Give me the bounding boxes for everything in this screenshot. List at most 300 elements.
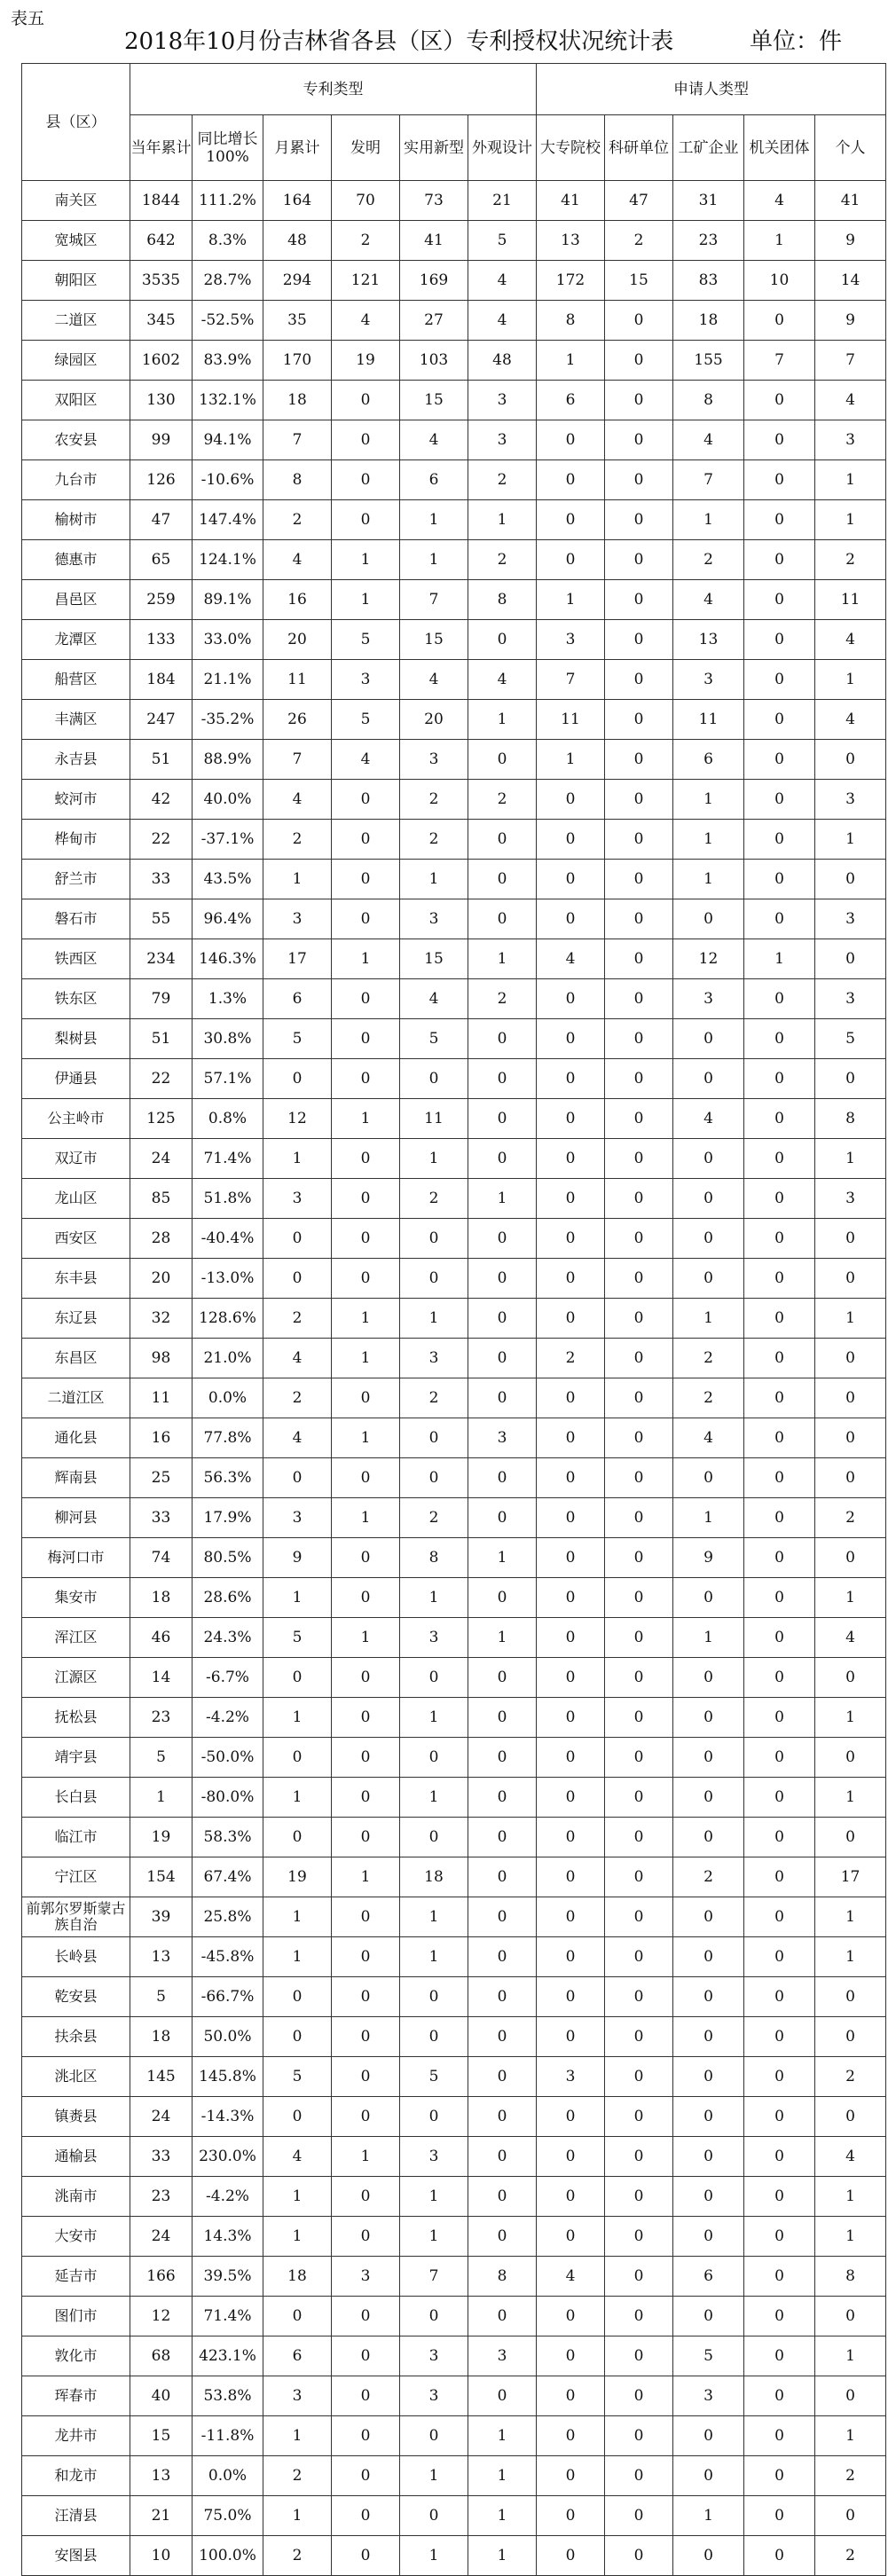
table-cell: 1 [400, 1299, 468, 1339]
table-row [22, 181, 886, 221]
table-cell: 1 [400, 2536, 468, 2576]
table-cell: 0 [468, 1698, 537, 1738]
table-cell: 20 [400, 700, 468, 740]
table-cell: 79 [130, 979, 193, 1019]
table-cell: 0 [605, 301, 673, 341]
table-cell: 0 [744, 1977, 815, 2017]
table-cell: 0 [468, 2177, 537, 2217]
table-cell: 18 [130, 2017, 193, 2057]
table-cell: 0 [400, 2297, 468, 2336]
table-cell: 0 [537, 1977, 605, 2017]
table-row [22, 1698, 886, 1738]
table-cell: 1 [263, 2416, 332, 2456]
table-cell: 11 [815, 580, 886, 620]
table-cell: 1 [815, 500, 886, 540]
table-cell: 11 [130, 1378, 193, 1418]
table-cell: 0 [332, 1059, 400, 1099]
table-cell: 83.9% [193, 341, 263, 381]
table-cell: 0 [263, 2097, 332, 2137]
table-cell: 15 [130, 2416, 193, 2456]
table-cell: 1 [468, 2416, 537, 2456]
table-cell: 0 [537, 860, 605, 899]
table-cell: 0 [537, 420, 605, 460]
table-cell: 0 [605, 1378, 673, 1418]
table-cell: 0 [744, 2336, 815, 2376]
table-cell: 0 [468, 1578, 537, 1618]
table-cell: 0 [537, 1139, 605, 1179]
table-cell: 0 [673, 2536, 744, 2576]
table-cell: 0 [744, 420, 815, 460]
table-cell: 0 [744, 1778, 815, 1818]
table-cell: 0 [537, 2376, 605, 2416]
table-cell: 1 [815, 1778, 886, 1818]
patent-type-group-header: 专利类型 [130, 64, 537, 115]
table-cell: 0 [605, 2097, 673, 2137]
table-cell: 13 [130, 1937, 193, 1977]
table-cell: -52.5% [193, 301, 263, 341]
table-cell: 0 [673, 2456, 744, 2496]
table-cell: 15 [400, 939, 468, 979]
county-name-cell: 南关区 [22, 181, 130, 221]
table-cell: 0 [744, 1259, 815, 1299]
table-cell: 2 [537, 1339, 605, 1378]
table-cell: 0 [744, 2057, 815, 2097]
table-cell: -10.6% [193, 460, 263, 500]
table-row [22, 1937, 886, 1977]
table-cell: 12 [673, 939, 744, 979]
column-header-individuals: 个人 [815, 115, 886, 181]
table-cell: 3535 [130, 261, 193, 301]
table-cell: 1 [263, 1139, 332, 1179]
county-name-cell: 长白县 [22, 1778, 130, 1818]
table-cell: 5 [815, 1019, 886, 1059]
table-cell: 5 [468, 221, 537, 261]
table-cell: 0 [815, 2376, 886, 2416]
table-cell: 423.1% [193, 2336, 263, 2376]
table-cell: 7 [815, 341, 886, 381]
table-cell: 0 [815, 2097, 886, 2137]
table-cell: 0 [332, 2416, 400, 2456]
table-cell: 0 [744, 1857, 815, 1897]
table-cell: 1 [263, 2496, 332, 2536]
table-cell: 0 [815, 2017, 886, 2057]
table-cell: 3 [332, 660, 400, 700]
table-cell: 0 [332, 2057, 400, 2097]
table-cell: 1 [400, 2177, 468, 2217]
table-cell: 0 [468, 1498, 537, 1538]
table-cell: 3 [468, 2336, 537, 2376]
table-cell: 1.3% [193, 979, 263, 1019]
table-cell: 0 [400, 1738, 468, 1778]
page-title: 2018年10月份吉林省各县（区）专利授权状况统计表 [124, 28, 674, 55]
table-cell: 1 [332, 1618, 400, 1658]
table-cell: 0 [537, 1818, 605, 1857]
table-cell: 0 [744, 1378, 815, 1418]
table-cell: 5 [130, 1977, 193, 2017]
county-name-cell: 洮南市 [22, 2177, 130, 2217]
table-cell: 0 [673, 2057, 744, 2097]
county-name-cell: 东昌区 [22, 1339, 130, 1378]
table-cell: 3 [263, 1498, 332, 1538]
table-cell: 4 [400, 979, 468, 1019]
table-row [22, 381, 886, 420]
table-cell: 3 [263, 2376, 332, 2416]
table-cell: 40.0% [193, 780, 263, 820]
table-cell: 0 [673, 899, 744, 939]
table-cell: 33.0% [193, 620, 263, 660]
table-cell: 0 [332, 2496, 400, 2536]
table-row [22, 261, 886, 301]
table-cell: 0 [605, 620, 673, 660]
table-cell: 0 [537, 780, 605, 820]
table-cell: 0 [673, 2017, 744, 2057]
county-name-cell: 舒兰市 [22, 860, 130, 899]
table-cell: 0 [605, 1339, 673, 1378]
table-cell: 0 [605, 1698, 673, 1738]
table-cell: 0 [468, 1658, 537, 1698]
table-cell: 2 [263, 1299, 332, 1339]
table-cell: 0 [537, 2297, 605, 2336]
county-name-cell: 公主岭市 [22, 1099, 130, 1139]
table-cell: 0 [744, 2416, 815, 2456]
table-row [22, 1618, 886, 1658]
table-cell: 0 [468, 2217, 537, 2257]
county-name-cell: 前郭尔罗斯蒙古族自治 [22, 1897, 130, 1937]
table-cell: 0 [815, 1259, 886, 1299]
table-row [22, 460, 886, 500]
table-cell: 1 [468, 2536, 537, 2576]
table-cell: 11 [400, 1099, 468, 1139]
table-cell: 27 [400, 301, 468, 341]
table-row [22, 939, 886, 979]
table-cell: 145 [130, 2057, 193, 2097]
table-cell: 3 [400, 2336, 468, 2376]
table-cell: 0 [332, 1977, 400, 2017]
table-cell: 0 [537, 1059, 605, 1099]
table-cell: 0 [605, 1019, 673, 1059]
table-row [22, 2057, 886, 2097]
county-name-cell: 和龙市 [22, 2456, 130, 2496]
table-cell: 0 [673, 2137, 744, 2177]
table-cell: 0 [605, 860, 673, 899]
column-header-enterprises: 工矿企业 [673, 115, 744, 181]
county-name-cell: 铁东区 [22, 979, 130, 1019]
county-name-cell: 长岭县 [22, 1937, 130, 1977]
table-cell: 0 [400, 1458, 468, 1498]
table-cell: 0 [605, 1937, 673, 1977]
county-name-cell: 抚松县 [22, 1698, 130, 1738]
table-cell: 20 [263, 620, 332, 660]
table-cell: 19 [263, 1857, 332, 1897]
table-cell: 0 [605, 1498, 673, 1538]
table-cell: 40 [130, 2376, 193, 2416]
county-name-cell: 双辽市 [22, 1139, 130, 1179]
table-cell: 51 [130, 1019, 193, 1059]
table-cell: 2 [263, 2536, 332, 2576]
table-cell: 4 [815, 620, 886, 660]
table-cell: 0 [537, 2217, 605, 2257]
table-cell: 0 [744, 1897, 815, 1937]
table-row [22, 780, 886, 820]
county-name-cell: 大安市 [22, 2217, 130, 2257]
table-cell: 294 [263, 261, 332, 301]
table-body [22, 181, 886, 2576]
table-row [22, 1498, 886, 1538]
county-name-cell: 临江市 [22, 1818, 130, 1857]
table-cell: 0 [332, 979, 400, 1019]
table-cell: 1 [673, 820, 744, 860]
table-cell: 5 [263, 2057, 332, 2097]
table-cell: 1 [400, 2456, 468, 2496]
county-name-cell: 二道江区 [22, 1378, 130, 1418]
county-name-cell: 靖宇县 [22, 1738, 130, 1778]
table-cell: 155 [673, 341, 744, 381]
table-row [22, 820, 886, 860]
table-cell: 3 [815, 1179, 886, 1219]
table-cell: 1 [815, 820, 886, 860]
table-cell: 230.0% [193, 2137, 263, 2177]
table-cell: 5 [263, 1019, 332, 1059]
table-cell: 30.8% [193, 1019, 263, 1059]
table-cell: 0 [537, 1698, 605, 1738]
table-cell: 0.0% [193, 1378, 263, 1418]
table-cell: 0 [263, 1219, 332, 1259]
table-row [22, 2137, 886, 2177]
table-cell: 0 [537, 2336, 605, 2376]
table-cell: 0 [744, 740, 815, 780]
table-cell: 184 [130, 660, 193, 700]
table-cell: 57.1% [193, 1059, 263, 1099]
table-cell: 35 [263, 301, 332, 341]
table-cell: 0 [537, 2137, 605, 2177]
table-cell: 2 [468, 540, 537, 580]
table-cell: 0 [605, 740, 673, 780]
table-cell: 147.4% [193, 500, 263, 540]
table-cell: 19 [332, 341, 400, 381]
county-name-cell: 江源区 [22, 1658, 130, 1698]
table-cell: 1 [673, 860, 744, 899]
table-cell: 13 [537, 221, 605, 261]
table-cell: 0 [744, 2217, 815, 2257]
table-cell: 0 [673, 2297, 744, 2336]
table-cell: 1 [673, 2496, 744, 2536]
table-cell: 0 [468, 740, 537, 780]
county-name-cell: 汪清县 [22, 2496, 130, 2536]
table-cell: 47 [605, 181, 673, 221]
table-cell: 0 [400, 2017, 468, 2057]
county-name-cell: 浑江区 [22, 1618, 130, 1658]
county-name-cell: 镇赉县 [22, 2097, 130, 2137]
table-cell: 41 [537, 181, 605, 221]
table-cell: 3 [468, 420, 537, 460]
table-cell: 0 [744, 1219, 815, 1259]
table-cell: 25.8% [193, 1897, 263, 1937]
county-name-cell: 通榆县 [22, 2137, 130, 2177]
table-cell: 0 [605, 1818, 673, 1857]
table-row [22, 1658, 886, 1698]
county-name-cell: 绿园区 [22, 341, 130, 381]
table-cell: 0 [605, 1299, 673, 1339]
table-cell: 0 [332, 899, 400, 939]
table-cell: 2 [332, 221, 400, 261]
table-cell: 71.4% [193, 2297, 263, 2336]
table-cell: 0 [815, 1219, 886, 1259]
table-cell: 0 [537, 500, 605, 540]
table-cell: 3 [263, 1179, 332, 1219]
table-cell: 0 [744, 1179, 815, 1219]
table-cell: 0 [263, 1059, 332, 1099]
table-cell: 0 [605, 2376, 673, 2416]
table-cell: 1 [815, 2217, 886, 2257]
table-row [22, 1738, 886, 1778]
table-cell: 0 [537, 2536, 605, 2576]
table-cell: 58.3% [193, 1818, 263, 1857]
table-cell: 0 [332, 1778, 400, 1818]
table-cell: 0 [744, 1618, 815, 1658]
table-cell: 0 [744, 460, 815, 500]
county-column-header: 县（区） [22, 64, 130, 181]
table-cell: 4 [673, 1418, 744, 1458]
table-cell: 0 [332, 1219, 400, 1259]
table-row [22, 2336, 886, 2376]
table-cell: 1 [400, 1778, 468, 1818]
table-cell: 26 [263, 700, 332, 740]
table-cell: 6 [673, 2257, 744, 2297]
table-cell: 0 [744, 660, 815, 700]
table-cell: 75.0% [193, 2496, 263, 2536]
table-cell: 0 [605, 1259, 673, 1299]
table-cell: 0 [605, 1618, 673, 1658]
table-cell: 0 [815, 2496, 886, 2536]
table-cell: 4 [468, 301, 537, 341]
county-name-cell: 二道区 [22, 301, 130, 341]
table-cell: 3 [673, 979, 744, 1019]
table-cell: 53.8% [193, 2376, 263, 2416]
table-cell: 1 [815, 1937, 886, 1977]
county-name-cell: 船营区 [22, 660, 130, 700]
table-cell: 121 [332, 261, 400, 301]
table-cell: 6 [537, 381, 605, 420]
table-cell: 74 [130, 1538, 193, 1578]
table-row [22, 1099, 886, 1139]
table-cell: 39 [130, 1897, 193, 1937]
table-cell: 8 [468, 580, 537, 620]
table-cell: 2 [400, 1498, 468, 1538]
table-cell: 89.1% [193, 580, 263, 620]
table-cell: 0 [537, 1578, 605, 1618]
table-cell: 0 [605, 500, 673, 540]
table-cell: 0 [744, 2177, 815, 2217]
table-cell: 0 [673, 1937, 744, 1977]
county-name-cell: 昌邑区 [22, 580, 130, 620]
table-row [22, 2177, 886, 2217]
table-cell: 0 [605, 2177, 673, 2217]
table-cell: 0 [468, 2297, 537, 2336]
table-cell: 0 [537, 1219, 605, 1259]
table-cell: 0 [744, 1937, 815, 1977]
table-cell: 2 [263, 1378, 332, 1418]
table-cell: 1 [400, 540, 468, 580]
table-cell: 0 [332, 1139, 400, 1179]
table-cell: 4 [815, 2137, 886, 2177]
table-cell: 1 [400, 1937, 468, 1977]
table-row [22, 580, 886, 620]
county-name-cell: 九台市 [22, 460, 130, 500]
table-cell: 2 [468, 979, 537, 1019]
table-cell: 0 [537, 1618, 605, 1658]
table-row [22, 1418, 886, 1458]
table-cell: 0 [468, 2057, 537, 2097]
table-cell: 0 [815, 1339, 886, 1378]
table-cell: 0 [400, 1418, 468, 1458]
table-cell: 94.1% [193, 420, 263, 460]
table-cell: 4 [673, 580, 744, 620]
table-cell: 0 [332, 1937, 400, 1977]
table-cell: 3 [400, 740, 468, 780]
table-cell: 0 [744, 2536, 815, 2576]
table-cell: 0 [537, 979, 605, 1019]
table-cell: 1 [332, 1339, 400, 1378]
table-cell: 7 [263, 740, 332, 780]
table-cell: 8 [815, 2257, 886, 2297]
table-cell: 0 [815, 1378, 886, 1418]
table-cell: 2 [400, 1179, 468, 1219]
table-cell: 0 [673, 1658, 744, 1698]
table-cell: 0 [605, 660, 673, 700]
table-cell: 4 [815, 381, 886, 420]
table-cell: 1 [400, 1139, 468, 1179]
table-cell: 3 [815, 420, 886, 460]
table-cell: 1 [468, 500, 537, 540]
table-cell: 0 [744, 1299, 815, 1339]
table-cell: 1 [400, 1897, 468, 1937]
county-name-cell: 西安区 [22, 1219, 130, 1259]
table-cell: 1 [400, 860, 468, 899]
table-cell: 0 [605, 2017, 673, 2057]
table-cell: 169 [400, 261, 468, 301]
table-cell: 7 [537, 660, 605, 700]
table-cell: 4 [537, 2257, 605, 2297]
table-cell: 1 [537, 740, 605, 780]
table-cell: 0 [537, 1897, 605, 1937]
table-cell: 0 [744, 1498, 815, 1538]
table-row [22, 2097, 886, 2137]
table-cell: 154 [130, 1857, 193, 1897]
table-cell: 0 [332, 2336, 400, 2376]
county-name-cell: 宽城区 [22, 221, 130, 261]
table-cell: 0 [744, 1019, 815, 1059]
table-cell: 0 [537, 1937, 605, 1977]
table-cell: 1 [400, 2217, 468, 2257]
county-name-cell: 图们市 [22, 2297, 130, 2336]
table-cell: 0 [332, 2177, 400, 2217]
table-cell: 0 [332, 1259, 400, 1299]
table-cell: 1 [332, 1857, 400, 1897]
county-name-cell: 农安县 [22, 420, 130, 460]
table-cell: 0 [605, 939, 673, 979]
table-cell: 4 [744, 181, 815, 221]
county-name-cell: 集安市 [22, 1578, 130, 1618]
table-cell: -6.7% [193, 1658, 263, 1698]
table-cell: 1 [263, 1778, 332, 1818]
table-cell: 2 [263, 820, 332, 860]
table-cell: 3 [400, 2376, 468, 2416]
table-cell: 4 [815, 700, 886, 740]
county-name-cell: 龙山区 [22, 1179, 130, 1219]
table-cell: 2 [468, 460, 537, 500]
table-cell: 17 [263, 939, 332, 979]
table-cell: 345 [130, 301, 193, 341]
